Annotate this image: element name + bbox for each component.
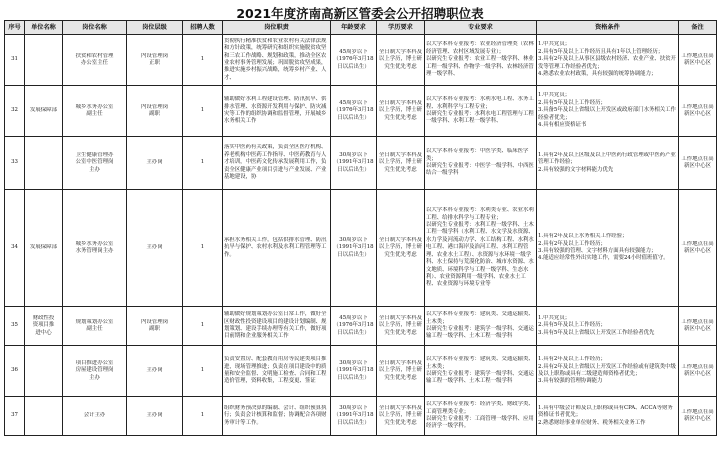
qual-text: 1.具有中级会计师及以上职称或具有CPA、ACCA等财务资格证书者优先； 2.熟悉财经事业单位财务、税务相关业务工作 xyxy=(538,404,673,426)
major-text: 以大学本科专业报考：建筑类、交通运输类、土木类； 以研究生专业报考：建筑学一级学科、交通运输工程一级学科、土木工程一级学科 xyxy=(426,311,534,340)
major-text: 以大学本科专业报考：建筑类、交通运输类、土木类； 以研究生专业报考：建筑学一级学科、交通运输工程一级学科、土木工程一级学科 xyxy=(426,356,534,385)
serial-cell: 34 xyxy=(5,190,25,307)
count-cell: 1 xyxy=(183,137,223,190)
qual-cell xyxy=(537,35,679,86)
age-text: 30周岁以下 （1991年3月18日以后出生） xyxy=(333,236,374,258)
major-text: 以大学本科专业报考：水利类专业、农业水利工程、给排水科学与工程专业； 以研究生专业报考：水利工程一级学科、土木工程一级学科（水利工程、水文学及水资源、水力学及河流动力学、水工结构工程、水利水电工程、港口海岸及治河工程、水利工程管理、农业水土工程）、水资源与水环境一级学科、水土保持与荒漠化防治、城市水资源、水文地质、环境科学与工程一级学科、生态水利）、农业资源利用一级学科、农业水土工程、农业资源与环境专业等 xyxy=(426,207,534,288)
job-table xyxy=(4,20,717,436)
unit-cell xyxy=(25,307,63,346)
unit-cell xyxy=(25,86,63,137)
count-cell: 1 xyxy=(183,190,223,307)
serial-cell: 37 xyxy=(5,397,25,436)
serial-cell: 33 xyxy=(5,137,25,190)
table-row xyxy=(5,137,717,190)
count-cell: 1 xyxy=(183,397,223,436)
table-row xyxy=(5,307,717,346)
major-cell xyxy=(425,86,537,137)
qual-text: 1.具有2年及以上水务相关工作经验； 2.具有2年及以上工作经历； 3.具有较强的管理、文字材料方面具有较强能力； 4.能适应经常性外出实地工作，需要24小时值班值守。 xyxy=(538,233,669,262)
level-text: 主办岗 xyxy=(146,159,163,166)
qual-cell xyxy=(537,137,679,190)
edu-text: 全日制大学本科及以上学历，博士研究生优先考虑 xyxy=(378,99,423,121)
major-text: 以大学本科专业报考：中医学类、临床医学类； 以研究生专业报考：中医学一级学科、中西医结合一级学科 xyxy=(426,148,534,177)
note-cell xyxy=(679,307,717,346)
note-cell xyxy=(679,190,717,307)
qual-cell xyxy=(537,86,679,137)
serial-cell: 32 xyxy=(5,86,25,137)
post-cell xyxy=(63,35,127,86)
page-title: 2021年度济南高新区管委会公开招聘职位表 xyxy=(236,6,484,21)
qual-text: 1.具有2年及以上区级及以上中医药行政管理或中医药产业管理工作经验； 2.具有较强的文字材料能力优先 xyxy=(538,151,676,173)
note-text: 工作地点在高新区中心区 xyxy=(681,240,714,254)
header-cell: 单位名称 xyxy=(25,21,63,35)
serial-cell: 35 xyxy=(5,307,25,346)
duty-cell xyxy=(223,307,331,346)
count-cell: 1 xyxy=(183,86,223,137)
level-text: 内设管理岗 副职 xyxy=(141,318,168,332)
qual-cell xyxy=(537,190,679,307)
unit-cell xyxy=(25,346,63,397)
level-cell xyxy=(127,137,183,190)
header-cell: 年龄要求 xyxy=(331,21,377,35)
header-cell: 学历要求 xyxy=(377,21,425,35)
post-text: 扶贫和农村管理 办公室主任 xyxy=(75,52,114,66)
post-text: 项目推进办公室 房屋建设管理岗 主办 xyxy=(75,359,114,381)
level-text: 内设管理岗 正职 xyxy=(141,52,168,66)
duty-text: 落实中医药有关政策，负责全区医疗机构、养老机构中医药工作指导、中医药教育与人才培训，中医药文化传承发展利用工作，负责全区健康产业项目引进与产业发展、产业基地建设，协 xyxy=(224,144,327,181)
table-row xyxy=(5,346,717,397)
duty-text: 辅助做好规划策划办公室日常工作，做好全区财政性投资建设项目的建设计划编制、规划策划、建设手续办理等有关工作，做好项目前期和企业服务相关工作 xyxy=(224,311,327,340)
duty-cell xyxy=(223,86,331,137)
qual-cell xyxy=(537,397,679,436)
note-cell xyxy=(679,346,717,397)
post-cell xyxy=(63,86,127,137)
post-cell xyxy=(63,137,127,190)
age-text: 30周岁以下 （1991年3月18日以后出生） xyxy=(333,151,374,173)
age-text: 30周岁以下 （1991年3月18日以后出生） xyxy=(333,404,374,426)
age-text: 45周岁以下 （1976年3月18日以后出生） xyxy=(333,48,374,70)
age-text: 45周岁以下 （1976年3月18日以后出生） xyxy=(333,99,374,121)
note-text: 工作地点在高新区中心区 xyxy=(681,155,714,169)
header-cell: 岗位层级 xyxy=(127,21,183,35)
duty-text: 组织财务预决算的编制、会计、组织预算执行；负责会计核算和监督；协调配合各项财务审计等工作。 xyxy=(224,404,327,426)
table-row xyxy=(5,86,717,137)
unit-cell xyxy=(25,397,63,436)
unit-text: 发展保障部 xyxy=(30,244,57,251)
major-cell xyxy=(425,35,537,86)
header-cell: 岗位名称 xyxy=(63,21,127,35)
qual-cell xyxy=(537,307,679,346)
count-cell: 1 xyxy=(183,346,223,397)
unit-text: 财政性投 资项目推 进中心 xyxy=(32,314,55,336)
post-text: 规划策划办公室 副主任 xyxy=(75,318,114,332)
unit-cell xyxy=(25,190,63,307)
major-cell xyxy=(425,137,537,190)
note-cell xyxy=(679,35,717,86)
header-cell: 专业要求 xyxy=(425,21,537,35)
post-cell xyxy=(63,307,127,346)
post-text: 城乡水务办公室 水务管理岗主办 xyxy=(75,240,114,254)
note-text: 工作地点在高新区中心区 xyxy=(681,103,714,117)
major-cell xyxy=(425,346,537,397)
age-cell xyxy=(331,137,377,190)
major-text: 以大学本科专业报考：农业经济管理类（农林经济管理、农村区域发展专业）； 以研究生专业报考：农业工程一级学科、林业工程一级学科、作物学一级学科、农林经济管理一级学科、 xyxy=(426,41,534,78)
note-cell xyxy=(679,86,717,137)
duty-cell xyxy=(223,397,331,436)
table-row xyxy=(5,397,717,436)
header-cell: 资格条件 xyxy=(537,21,679,35)
duty-cell xyxy=(223,190,331,307)
qual-cell xyxy=(537,346,679,397)
level-cell xyxy=(127,35,183,86)
post-text: 会计主办 xyxy=(83,412,106,419)
level-text: 主办岗 xyxy=(146,367,163,374)
duty-cell xyxy=(223,35,331,86)
unit-cell xyxy=(25,35,63,86)
age-cell xyxy=(331,86,377,137)
serial-cell: 36 xyxy=(5,346,25,397)
duty-text: 辅助做好水利工程建设管理、防汛抗旱、供排水管理、水资源开发利用与保护、防灾减灾等工作的组织协调和监督管理，开展城乡水务相关工作 xyxy=(224,96,327,125)
age-text: 45周岁以下 （1976年3月18日以后出生） xyxy=(333,314,374,336)
major-text: 以大学本科专业报考：经济学类、财政学类、工商管理类专业； 以研究生专业报考：工商管理一级学科、应用经济学一级学科。 xyxy=(426,401,534,430)
edu-cell xyxy=(377,86,425,137)
age-text: 30周岁以下 （1991年3月18日以后出生） xyxy=(333,359,374,381)
level-cell xyxy=(127,397,183,436)
major-cell xyxy=(425,190,537,307)
header-cell: 招聘人数 xyxy=(183,21,223,35)
serial-cell: 31 xyxy=(5,35,25,86)
table-row xyxy=(5,190,717,307)
post-text: 卫生健康管理办 公室中医管理岗 主办 xyxy=(75,151,114,173)
age-cell xyxy=(331,346,377,397)
level-text: 内设管理岗 副职 xyxy=(141,103,168,117)
edu-text: 全日制大学本科及以上学历，博士研究生优先考虑 xyxy=(378,48,423,70)
edu-cell xyxy=(377,35,425,86)
header-cell: 备注 xyxy=(679,21,717,35)
duty-text: 贯彻执行精准扶贫和农业农村有关法律法规和方针政策，统筹研究和组织实施脱贫攻坚和三农工作战略、规划和政策，推动全区农业农村事务管理发展；巩固脱贫攻坚成果，推进实施乡村振兴战略，统筹乡村产业、人才、 xyxy=(224,37,327,81)
duty-cell xyxy=(223,137,331,190)
level-cell xyxy=(127,346,183,397)
header-row xyxy=(5,21,717,35)
note-text: 工作地点在高新区中心区 xyxy=(681,52,714,66)
edu-text: 全日制大学本科及以上学历，博士研究生优先考虑 xyxy=(378,236,423,258)
edu-cell xyxy=(377,190,425,307)
age-cell xyxy=(331,35,377,86)
note-text: 工作地点在高新区中心区 xyxy=(681,408,714,422)
edu-text: 全日制大学本科及以上学历，博士研究生优先考虑 xyxy=(378,404,423,426)
note-cell xyxy=(679,397,717,436)
qual-text: 1.中共党员； 2.具有5年及以上工作经历； 3.具备5年及以上省级以上开发区或政府部门水务相关工作经验者优先； 4.具有相应资格证书 xyxy=(538,92,676,129)
level-cell xyxy=(127,190,183,307)
count-cell: 1 xyxy=(183,35,223,86)
major-cell xyxy=(425,397,537,436)
count-cell: 1 xyxy=(183,307,223,346)
unit-text: 发展保障部 xyxy=(30,107,57,114)
level-text: 主办岗 xyxy=(146,412,163,419)
post-cell xyxy=(63,397,127,436)
note-text: 工作地点在高新区中心区 xyxy=(681,363,714,377)
edu-cell xyxy=(377,346,425,397)
major-cell xyxy=(425,307,537,346)
header-cell: 序号 xyxy=(5,21,25,35)
age-cell xyxy=(331,307,377,346)
edu-cell xyxy=(377,137,425,190)
header-cell: 岗位职责 xyxy=(223,21,331,35)
edu-text: 全日制大学本科及以上学历，博士研究生优先考虑 xyxy=(378,314,423,336)
level-text: 主办岗 xyxy=(146,244,163,251)
level-cell xyxy=(127,307,183,346)
duty-text: 承担水务相关工作，包括供排水管理、防汛抗旱与保护、农村水利及水利工程管理等工作。 xyxy=(224,236,327,258)
age-cell xyxy=(331,190,377,307)
edu-cell xyxy=(377,307,425,346)
post-cell xyxy=(63,190,127,307)
duty-text: 负责安置房、配套教育用房等民建类项目推进，现场管理推进；负责在项目建设中的质量和安全监督、文明施工检查、合同和工程造价管理，资料收集，工程变更、签证 xyxy=(224,356,327,385)
duty-cell xyxy=(223,346,331,397)
age-cell xyxy=(331,397,377,436)
major-text: 以大学本科专业报考：水利水电工程、水务工程、水利科学与工程专业； 以研究生专业报考：水利水电工程管理与工程一级学科、水利工程一级学科、 xyxy=(426,96,534,125)
edu-cell xyxy=(377,397,425,436)
post-text: 城乡水务办公室 副主任 xyxy=(75,103,114,117)
unit-cell xyxy=(25,137,63,190)
qual-text: 1.中共党员； 2.具有5年及以上工作经历且具有1年以上管理经历； 3.具有2年及以上从事区县级农村经济、农业产业、扶贫开发等管理工作经验者优先； 4.熟悉农业农村政策，具有较强的统筹协调能力； xyxy=(538,41,676,78)
qual-text: 1.中共党员； 2.具有5年及以上工作经历； 3.具有5年及以上省级以上开发区工作经验者优先 xyxy=(538,314,655,336)
level-cell xyxy=(127,86,183,137)
edu-text: 全日制大学本科及以上学历，博士研究生优先考虑 xyxy=(378,151,423,173)
edu-text: 全日制大学本科及以上学历，博士研究生优先考虑 xyxy=(378,359,423,381)
qual-text: 1.具有2年及以上工作经历； 2.具有2年及以上省级以上开发区工作经验或有建筑类中级及以上职称或具有二级建造师资格者优先； 3.具有较强的管理协调能力 xyxy=(538,356,676,385)
note-cell xyxy=(679,137,717,190)
post-cell xyxy=(63,346,127,397)
note-text: 工作地点在高新区中心区 xyxy=(681,318,714,332)
table-row xyxy=(5,35,717,86)
